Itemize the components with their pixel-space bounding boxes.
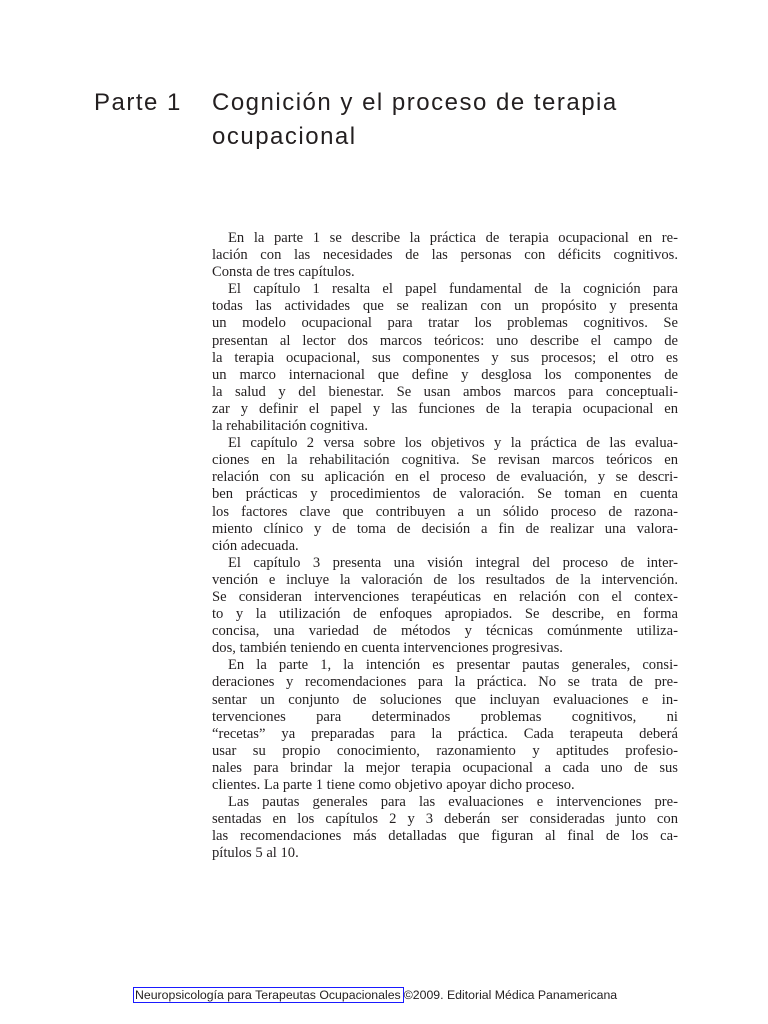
body-line: un modelo ocupacional para tratar los problemas cognitivos. Se [212, 315, 678, 332]
part-label: Parte 1 [94, 89, 182, 116]
body-line: las recomendaciones más detalladas que figuran al final de los ca- [212, 828, 678, 845]
body-line: dos, también teniendo en cuenta intervenciones progresivas. [212, 640, 563, 657]
body-line: En la parte 1, la intención es presentar pautas generales, consi- [228, 657, 678, 674]
part-title-line-2: ocupacional [212, 123, 357, 150]
body-line: todas las actividades que se realizan con un propósito y presenta [212, 298, 678, 315]
part-title [212, 86, 712, 154]
page-footer [133, 987, 617, 1003]
body-line: ción adecuada. [212, 537, 299, 554]
body-line: la salud y del bienestar. Se usan ambos marcos para conceptuali- [212, 383, 678, 400]
body-line: sentar un conjunto de soluciones que incluyan evaluaciones e in- [212, 691, 678, 708]
body-line: El capítulo 2 versa sobre los objetivos y la práctica de las evalua- [228, 435, 678, 452]
part-title-line-1: Cognición y el proceso de terapia [212, 89, 618, 116]
body-line: vención e incluye la valoración de los resultados de la intervención. [212, 571, 678, 588]
body-line: El capítulo 3 presenta una visión integral del proceso de inter- [228, 554, 678, 571]
body-line: un marco internacional que define y desglosa los componentes de [212, 366, 678, 383]
body-line: miento clínico y de toma de decisión a fin de realizar una valora- [212, 520, 678, 537]
body-line: sentadas en los capítulos 2 y 3 deberán ser consideradas junto con [212, 811, 678, 828]
body-line: usar su propio conocimiento, razonamiento y aptitudes profesio- [212, 742, 678, 759]
body-line: Se consideran intervenciones terapéuticas en relación con el contex- [212, 588, 678, 605]
body-line: presentan al lector dos marcos teóricos: uno describe el campo de [212, 332, 678, 349]
body-line: tervenciones para determinados problemas cognitivos, ni [212, 708, 678, 725]
body-line: los factores clave que contribuyen a un sólido proceso de razona- [212, 503, 678, 520]
body-line: Las pautas generales para las evaluaciones e intervenciones pre- [228, 794, 678, 811]
body-line: pítulos 5 al 10. [212, 845, 299, 862]
body-line: concisa, una variedad de métodos y técnicas comúnmente utiliza- [212, 623, 678, 640]
body-text [212, 230, 678, 862]
body-line: lación con las necesidades de las personas con déficits cognitivos. [212, 247, 678, 264]
body-line: ciones en la rehabilitación cognitiva. Se revisan marcos teóricos en [212, 452, 678, 469]
body-line: ben prácticas y procedimientos de valoración. Se toman en cuenta [212, 486, 678, 503]
body-line: la terapia ocupacional, sus componentes y sus procesos; el otro es [212, 349, 678, 366]
body-line: clientes. La parte 1 tiene como objetivo apoyar dicho proceso. [212, 777, 575, 793]
body-line: El capítulo 1 resalta el papel fundamental de la cognición para [228, 281, 678, 298]
body-line: to y la utilización de enfoques apropiados. Se describe, en forma [212, 606, 678, 623]
body-line: la rehabilitación cognitiva. [212, 418, 369, 435]
body-line: “recetas” ya preparadas para la práctica. Cada terapeuta deberá [212, 725, 678, 742]
body-line: En la parte 1 se describe la práctica de terapia ocupacional en re- [228, 230, 678, 246]
copyright-text: ©2009. Editorial Médica Panamericana [403, 988, 618, 1002]
body-line: zar y definir el papel y las funciones de la terapia ocupacional en [212, 400, 678, 417]
body-line: relación con su aplicación en el proceso de evaluación, y se descri- [212, 469, 678, 486]
body-line: Consta de tres capítulos. [212, 264, 355, 281]
body-line: deraciones y recomendaciones para la práctica. No se trata de pre- [212, 674, 678, 691]
body-line: nales para brindar la mejor terapia ocupacional a cada uno de sus [212, 759, 678, 776]
book-title-link[interactable]: Neuropsicología para Terapeutas Ocupacionales [133, 987, 404, 1003]
